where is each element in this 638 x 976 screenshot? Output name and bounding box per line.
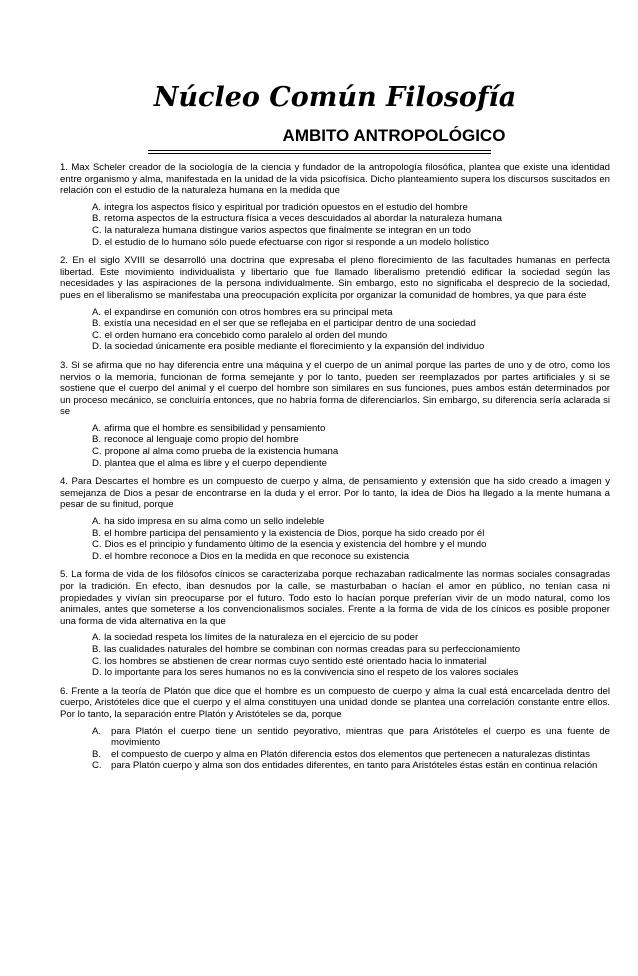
option-label: A. xyxy=(92,516,102,528)
question-3 xyxy=(60,360,610,469)
option-label: A. xyxy=(92,632,102,644)
question-1-option-c xyxy=(92,225,610,237)
question-6-options xyxy=(60,726,610,772)
option-text: la naturaleza humana distingue varios aspectos que finalmente se integran en un todo xyxy=(104,224,471,236)
option-text: retoma aspectos de la estructura física a veces descuidados al abordar la naturaleza humana xyxy=(104,213,502,225)
question-2-options xyxy=(60,307,610,353)
question-3-option-d xyxy=(92,458,610,470)
question-4-option-c xyxy=(92,539,610,551)
option-label: D. xyxy=(92,667,102,679)
question-1-option-b xyxy=(92,213,610,225)
option-label: B. xyxy=(92,748,102,760)
option-text: la sociedad respeta los límites de la naturaleza en el ejercicio de su poder xyxy=(104,632,419,644)
question-5-option-a xyxy=(92,632,610,644)
option-label: D. xyxy=(92,236,102,248)
page-title: Núcleo Común Filosofía xyxy=(153,82,517,113)
question-1-option-d xyxy=(92,237,610,249)
question-1-stem: 1. Max Scheler creador de la sociología de la ciencia y fundador de la antropología filosófica, plantea que existe una identidad entre organismo y alma, manifestada en la unidad de la vida psicofísica. Dicho planteamiento supera los discursos suscitados en relación con el estudio de la naturaleza humana en la medida que xyxy=(60,162,610,197)
option-text: el estudio de lo humano sólo puede efectuarse con rigor si responde a un modelo holístico xyxy=(104,236,490,248)
option-text: el expandirse en comunión con otros hombres era su principal meta xyxy=(104,306,393,318)
option-text: el hombre participa del pensamiento y la existencia de Dios, porque ha sido creado por él xyxy=(104,527,485,539)
question-2-stem: 2. En el siglo XVIII se desarrolló una doctrina que expresaba el pleno florecimiento de las facultades humanas en perfecta libertad. Este movimiento individualista y libertario que fue llamado liberalismo pretendió edificar la sociedad según las necesidades y las aspiraciones de la persona individualmente. Sin embargo, esto no significaba el desprecio de la sociedad, pues en el liberalismo se manifestaba una preocupación explícita por organizar la comunidad de hombres, ya que para éste xyxy=(60,255,610,301)
option-label: A. xyxy=(92,422,102,434)
option-label: B. xyxy=(92,527,102,539)
option-text: para Platón cuerpo y alma son dos entidades diferentes, en tanto para Aristóteles éstas están en continua relación xyxy=(111,760,598,772)
option-text: para Platón el cuerpo tiene un sentido peyorativo, mientras que para Aristóteles el cuerpo es una fuente de movimiento xyxy=(111,725,610,749)
question-5-stem: 5. La forma de vida de los filósofos cínicos se caracterizaba porque rechazaban radicalmente las normas sociales consagradas por la tradición. En efecto, iban desnudos por la calle, se masturbaban o hacían el amor en público, no tenían casa ni propiedades y vivían sin preocuparse por el futuro. Todo esto lo hacían porque preferían vivir de un modo natural, como los animales, antes que someterse a los convencionalismos sociales. Frente a la forma de vida de los cínicos es posible proponer una forma de vida alternativa en la que xyxy=(60,569,610,627)
option-label: C. xyxy=(92,539,102,551)
question-4-option-a xyxy=(92,516,610,528)
question-2-option-c xyxy=(92,330,610,342)
option-text: el orden humano era concebido como paralelo al orden del mundo xyxy=(104,329,388,341)
option-text: el hombre reconoce a Dios en la medida en que reconoce su existencia xyxy=(104,550,410,562)
question-1-options xyxy=(60,202,610,248)
question-3-option-b xyxy=(92,434,610,446)
question-2 xyxy=(60,255,610,353)
question-list xyxy=(60,162,610,772)
option-label: A. xyxy=(92,306,102,318)
question-5-option-d xyxy=(92,667,610,679)
page-subtitle: AMBITO ANTROPOLÓGICO xyxy=(282,126,506,145)
question-5-options xyxy=(60,632,610,678)
question-6-option-b xyxy=(92,749,610,761)
option-label: C. xyxy=(92,446,102,458)
option-label: B. xyxy=(92,318,102,330)
option-text: existía una necesidad en el ser que se reflejaba en el participar dentro de una sociedad xyxy=(104,318,476,330)
option-text: el compuesto de cuerpo y alma en Platón diferencia estos dos elementos que pertenecen a naturalezas distintas xyxy=(111,748,590,760)
option-label: A. xyxy=(92,725,102,737)
option-text: las cualidades naturales del hombre se combinan con normas creadas para su perfeccionamiento xyxy=(104,643,521,655)
title-underline-second xyxy=(148,153,491,154)
option-text: lo importante para los seres humanos no es la convivencia sino el respeto de los valores sociales xyxy=(104,667,519,679)
option-label: B. xyxy=(92,643,102,655)
option-label: B. xyxy=(92,434,102,446)
option-label: A. xyxy=(92,201,102,213)
question-4-options xyxy=(60,516,610,562)
option-label: D. xyxy=(92,457,102,469)
option-text: plantea que el alma es libre y el cuerpo dependiente xyxy=(104,457,328,469)
option-label: C. xyxy=(92,760,102,772)
title-underline xyxy=(148,150,491,151)
question-6-stem: 6. Frente a la teoría de Platón que dice que el hombre es un compuesto de cuerpo y alma la cual está encarcelada dentro del cuerpo, Aristóteles dice que el cuerpo y el alma constituyen una unidad donde se plantea una correlación constante entre ellos. Por lo tanto, la separación entre Platón y Aristóteles se da, porque xyxy=(60,685,610,720)
option-label: B. xyxy=(92,213,102,225)
question-6 xyxy=(60,686,610,772)
question-3-stem: 3. Si se afirma que no hay diferencia entre una máquina y el cuerpo de un animal porque las partes de uno y de otro, como los nervios o la memoria, funcionan de forma semejante y por lo tanto, pueden ser reemplazados por partes artificiales y si se sostiene que el cuerpo del animal y el cuerpo del hombre son similares en sus funciones, pues ambos están determinados por un proceso mecánico, se concluiría entonces, que no habría forma de diferenciarlos. Sin embargo, su diferencia sería aclarada si se xyxy=(60,359,610,418)
question-5 xyxy=(60,569,610,678)
question-5-option-c xyxy=(92,656,610,668)
question-5-option-b xyxy=(92,644,610,656)
option-text: reconoce al lenguaje como propio del hombre xyxy=(104,434,299,446)
question-6-option-a xyxy=(92,726,610,749)
option-text: afirma que el hombre es sensibilidad y pensamiento xyxy=(104,422,326,434)
option-label: D. xyxy=(92,341,102,353)
question-1 xyxy=(60,162,610,248)
option-label: D. xyxy=(92,550,102,562)
option-label: C. xyxy=(92,655,102,667)
option-label: C. xyxy=(92,329,102,341)
question-6-option-c xyxy=(92,760,610,772)
question-2-option-a xyxy=(92,307,610,319)
question-4-option-d xyxy=(92,551,610,563)
question-4-stem: 4. Para Descartes el hombre es un compuesto de cuerpo y alma, de pensamiento y extensión que ha sido creado a imagen y semejanza de Dios a pesar de encontrarse en la duda y el error. Por lo tanto, la idea de Dios ha llegado a la mente humana a pesar de su finitud, porque xyxy=(60,476,610,511)
option-text: Dios es el principio y fundamento último de la esencia y existencia del hombre y el mundo xyxy=(104,539,487,551)
option-label: C. xyxy=(92,224,102,236)
option-text: la sociedad únicamente era posible mediante el florecimiento y la expansión del individuo xyxy=(104,341,485,353)
question-3-options xyxy=(60,423,610,469)
option-text: integra los aspectos físico y espiritual por tradición opuestos en el estudio del hombre xyxy=(104,201,468,213)
option-text: propone al alma como prueba de la existencia humana xyxy=(104,446,339,458)
question-3-option-c xyxy=(92,446,610,458)
option-text: los hombres se abstienen de crear normas cuyo sentido esté orientado hacia lo inmaterial xyxy=(104,655,487,667)
question-1-option-a xyxy=(92,202,610,214)
question-2-option-d xyxy=(92,341,610,353)
question-2-option-b xyxy=(92,318,610,330)
question-4-option-b xyxy=(92,528,610,540)
option-text: ha sido impresa en su alma como un sello indeleble xyxy=(104,516,325,528)
question-4 xyxy=(60,476,610,562)
question-3-option-a xyxy=(92,423,610,435)
